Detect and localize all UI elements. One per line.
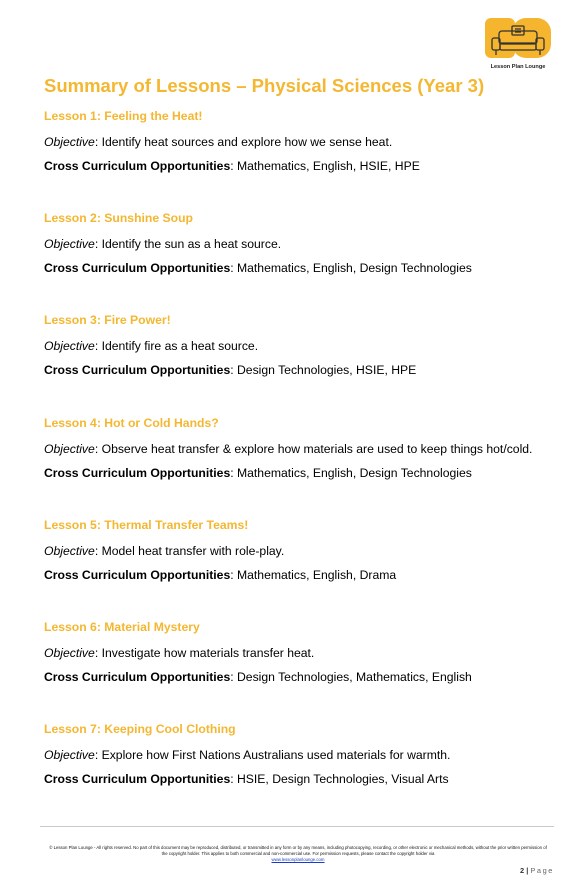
objective-label: Objective	[44, 442, 95, 456]
cross-curriculum-label: Cross Curriculum Opportunities	[44, 261, 231, 275]
lesson-cross-curriculum	[44, 670, 472, 684]
page-word: Page	[530, 866, 554, 875]
lesson-objective	[44, 442, 532, 456]
cross-curriculum-text: : Mathematics, English, Design Technologies	[230, 261, 472, 275]
page-number	[520, 866, 554, 875]
lesson-heading: Lesson 5: Thermal Transfer Teams!	[44, 518, 249, 532]
objective-text: : Identify fire as a heat source.	[94, 339, 259, 353]
lesson-objective	[44, 135, 392, 149]
objective-label: Objective	[44, 646, 95, 660]
cross-curriculum-text: : Mathematics, English, Design Technologies	[230, 466, 472, 480]
lesson-heading: Lesson 4: Hot or Cold Hands?	[44, 416, 219, 430]
logo-text: Lesson Plan Lounge	[490, 64, 546, 70]
objective-label: Objective	[44, 135, 95, 149]
lesson-heading: Lesson 1: Feeling the Heat!	[44, 109, 203, 123]
objective-text: : Identify heat sources and explore how we sense heat.	[94, 135, 393, 149]
lesson-objective	[44, 237, 281, 251]
cross-curriculum-text: : Design Technologies, Mathematics, English	[230, 670, 472, 684]
cross-curriculum-text: : Mathematics, English, HSIE, HPE	[230, 159, 420, 173]
page-number-value: 2	[520, 866, 525, 875]
objective-text: : Observe heat transfer & explore how materials are used to keep things hot/cold.	[94, 442, 533, 456]
objective-label: Objective	[44, 339, 95, 353]
lesson-cross-curriculum	[44, 772, 449, 786]
lesson-heading: Lesson 2: Sunshine Soup	[44, 211, 193, 225]
lesson-cross-curriculum	[44, 261, 472, 275]
lesson-cross-curriculum	[44, 159, 420, 173]
lesson-block	[44, 620, 564, 684]
website-link[interactable]: www.lessonplanlounge.com	[271, 857, 325, 862]
lesson-heading: Lesson 3: Fire Power!	[44, 313, 171, 327]
cross-curriculum-label: Cross Curriculum Opportunities	[44, 466, 231, 480]
cross-curriculum-text: : HSIE, Design Technologies, Visual Arts	[230, 772, 449, 786]
lesson-objective	[44, 544, 284, 558]
objective-text: : Investigate how materials transfer heat.	[94, 646, 315, 660]
cross-curriculum-label: Cross Curriculum Opportunities	[44, 670, 231, 684]
lesson-block	[44, 518, 564, 582]
objective-label: Objective	[44, 748, 95, 762]
cross-curriculum-label: Cross Curriculum Opportunities	[44, 363, 231, 377]
objective-text: : Model heat transfer with role-play.	[94, 544, 285, 558]
lesson-block	[44, 722, 564, 786]
lesson-heading: Lesson 6: Material Mystery	[44, 620, 200, 634]
objective-text: : Identify the sun as a heat source.	[94, 237, 282, 251]
cross-curriculum-label: Cross Curriculum Opportunities	[44, 568, 231, 582]
lesson-block	[44, 416, 564, 480]
cross-curriculum-text: : Design Technologies, HSIE, HPE	[230, 363, 417, 377]
lesson-cross-curriculum	[44, 568, 396, 582]
lesson-block	[44, 313, 564, 377]
cross-curriculum-text: : Mathematics, English, Drama	[230, 568, 397, 582]
lesson-objective	[44, 339, 258, 353]
cross-curriculum-label: Cross Curriculum Opportunities	[44, 772, 231, 786]
lesson-heading: Lesson 7: Keeping Cool Clothing	[44, 722, 236, 736]
lesson-block	[44, 109, 564, 173]
lesson-block	[44, 211, 564, 275]
footer-copyright	[48, 845, 548, 863]
page-title: Summary of Lessons – Physical Sciences (Year 3)	[44, 75, 485, 96]
page-separator: |	[526, 866, 529, 875]
copyright-text: © Lesson Plan Lounge - All rights reserved. No part of this document may be reproduced, distributed, or transmitted in any form or by any means, including photocopying, recording, or other electronic or mechanical methods, without the prior written permission of the copyright holder. This applies to both commercial and non-commercial use. For permission requests, please contact the copyright holder via	[49, 845, 547, 856]
objective-text: : Explore how First Nations Australians used materials for warmth.	[94, 748, 451, 762]
objective-label: Objective	[44, 544, 95, 558]
cross-curriculum-label: Cross Curriculum Opportunities	[44, 159, 231, 173]
objective-label: Objective	[44, 237, 95, 251]
lesson-cross-curriculum	[44, 466, 472, 480]
lesson-objective	[44, 646, 314, 660]
lesson-objective	[44, 748, 450, 762]
footer-divider	[40, 826, 554, 827]
lesson-cross-curriculum	[44, 363, 416, 377]
